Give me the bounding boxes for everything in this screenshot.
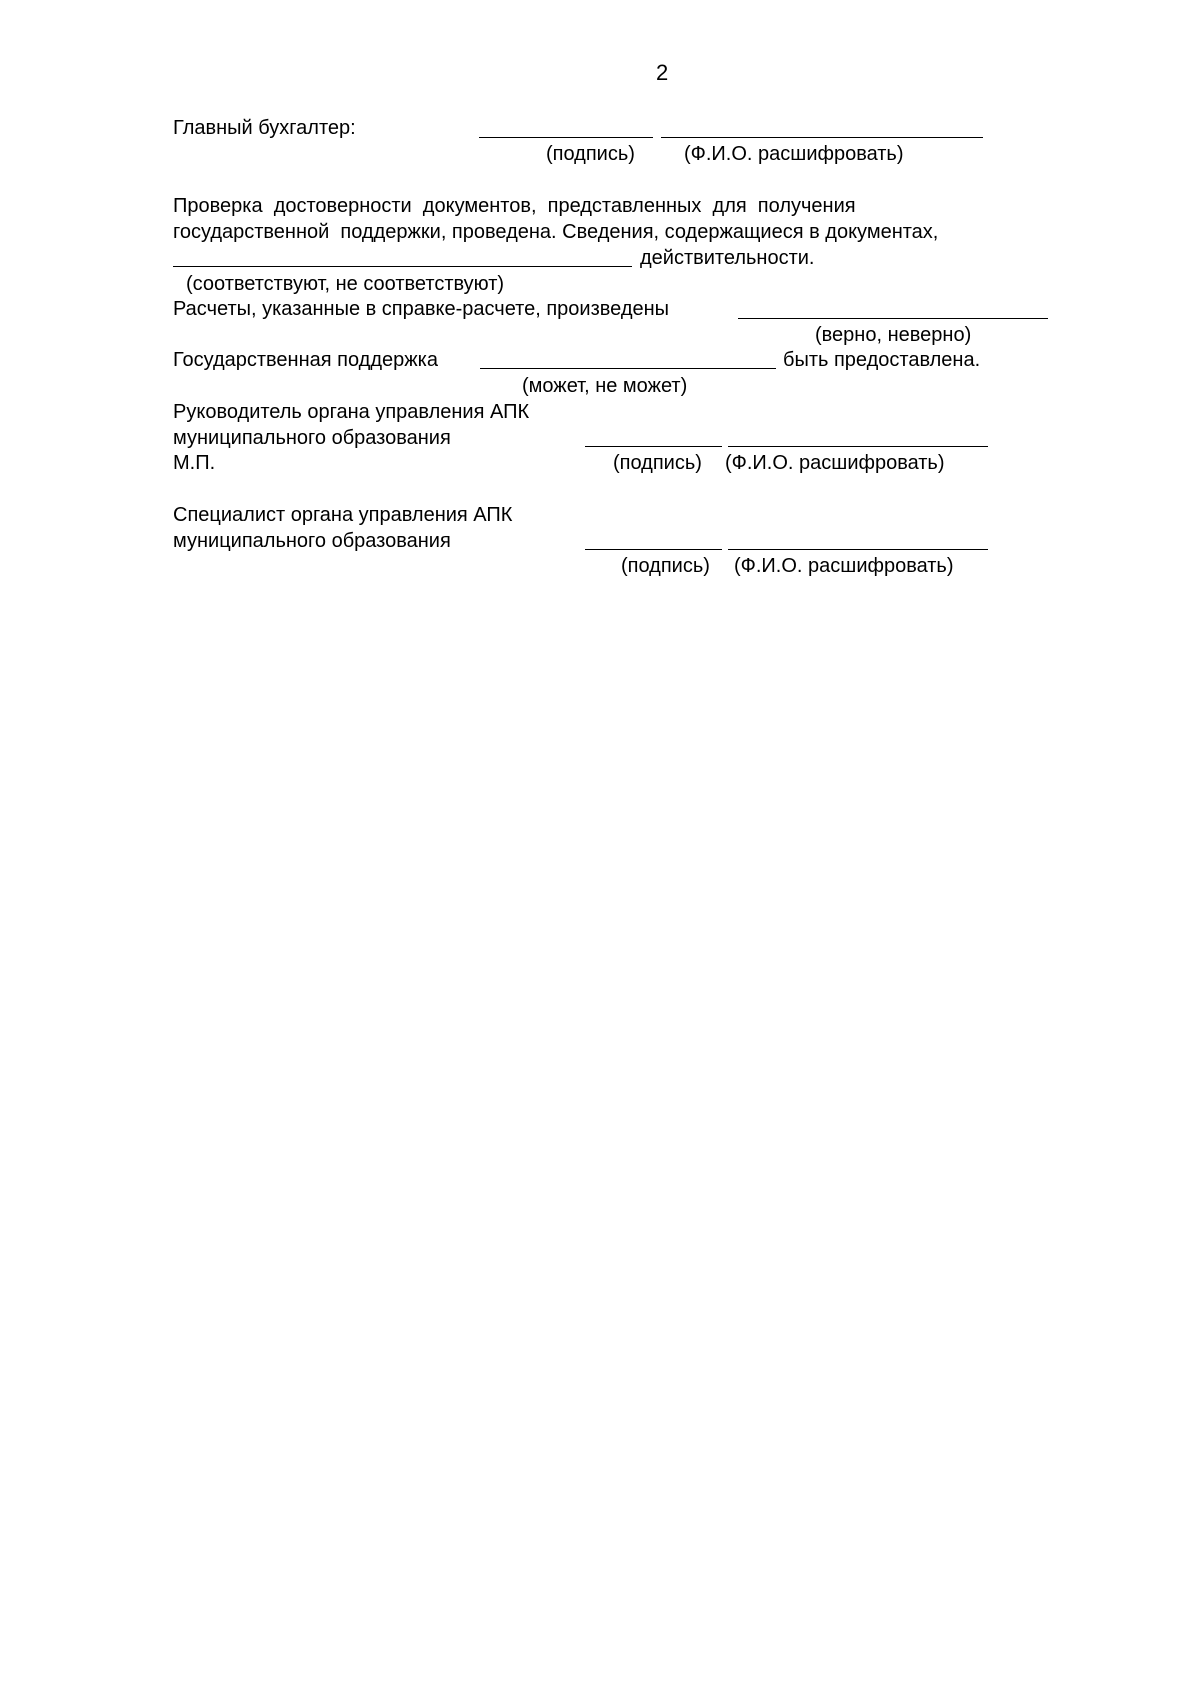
chief-accountant-signature-line (479, 137, 653, 138)
head-line-2: муниципального образования (173, 427, 451, 449)
calculations-blank-line (738, 318, 1048, 319)
specialist-line-2: муниципального образования (173, 530, 451, 552)
specialist-name-caption: (Ф.И.О. расшифровать) (734, 555, 954, 577)
head-name-caption: (Ф.И.О. расшифровать) (725, 452, 945, 474)
verification-line-2: государственной поддержки, проведена. Сведения, содержащиеся в документах, (173, 221, 939, 243)
head-signature-line (585, 446, 722, 447)
verification-caption: (соответствуют, не соответствуют) (186, 273, 505, 295)
chief-accountant-label: Главный бухгалтер: (173, 117, 356, 139)
verification-blank-line (173, 266, 632, 267)
calculations-text: Расчеты, указанные в справке-расчете, произведены (173, 298, 670, 320)
seal-mark: М.П. (173, 452, 216, 474)
support-prefix: Государственная поддержка (173, 349, 438, 371)
head-line-1: Руководитель органа управления АПК (173, 401, 530, 423)
support-caption: (может, не может) (522, 375, 688, 397)
head-signature-caption: (подпись) (613, 452, 702, 474)
verification-line-3-suffix: действительности. (640, 247, 815, 269)
specialist-signature-caption: (подпись) (621, 555, 710, 577)
specialist-signature-line (585, 549, 722, 550)
page-number: 2 (656, 60, 669, 85)
calculations-caption: (верно, неверно) (815, 324, 972, 346)
chief-accountant-signature-caption: (подпись) (546, 143, 635, 165)
chief-accountant-name-line (661, 137, 983, 138)
support-suffix: быть предоставлена. (783, 349, 981, 371)
chief-accountant-name-caption: (Ф.И.О. расшифровать) (684, 143, 904, 165)
support-blank-line (480, 368, 776, 369)
specialist-line-1: Специалист органа управления АПК (173, 504, 513, 526)
verification-line-1: Проверка достоверности документов, представленных для получения (173, 195, 856, 217)
head-name-line (728, 446, 988, 447)
specialist-name-line (728, 549, 988, 550)
